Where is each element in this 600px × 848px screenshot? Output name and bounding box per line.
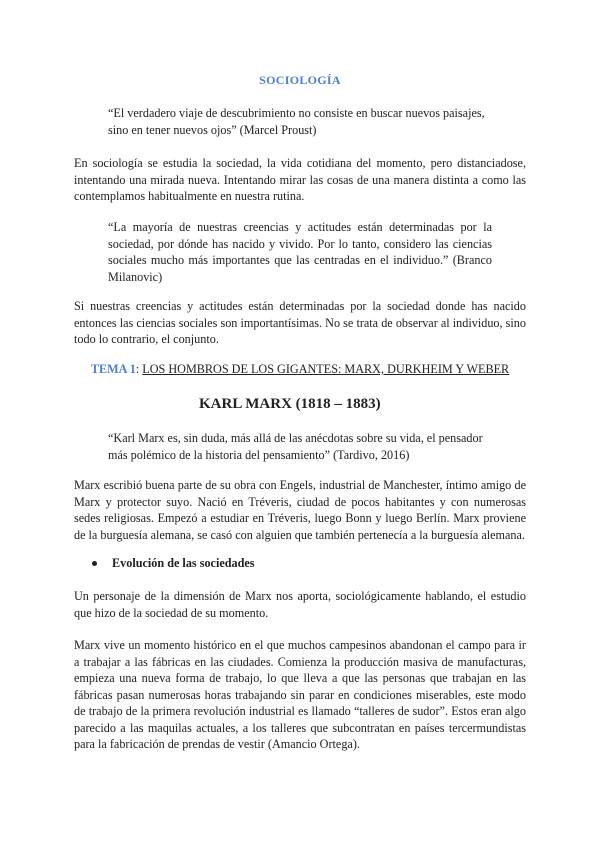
- paragraph-biografia: Marx escribió buena parte de su obra con Engels, industrial de Manchester, íntimo amigo de Marx y protector suyo. Nació en Tréveris, ciudad de pocos habitantes y con numerosas sedes religiosas. Empezó a estudiar en Tréveris, luego Bonn y luego Berlín. Marx proviene de la burguesía alemana, se casó con alguien que también pertenecía a la burguesía alemana.: [74, 478, 526, 542]
- bullet-label: Evolución de las sociedades: [112, 556, 255, 570]
- quote-proust: “El verdadero viaje de descubrimiento no consiste en buscar nuevos paisajes, sino en tener nuevos ojos” (Marcel Proust): [108, 106, 485, 137]
- bullet-evolucion: [92, 556, 255, 571]
- tema-separator: :: [135, 362, 143, 376]
- paragraph-dimension: Un personaje de la dimensión de Marx nos aporta, sociológicamente hablando, el estudio que hizo de la sociedad de su momento.: [74, 589, 526, 620]
- quote-milanovic: “La mayoría de nuestras creencias y actitudes están determinadas por la sociedad, por dónde has nacido y vivido. Por lo tanto, considero las ciencias sociales mucho más importantes que las centradas en el individuo.” (Branco Milanovic): [108, 220, 492, 284]
- tema-title: LOS HOMBROS DE LOS GIGANTES: MARX, DURKHEIM Y WEBER: [142, 362, 510, 376]
- quote-tardivo: “Karl Marx es, sin duda, más allá de las anécdotas sobre su vida, el pensador más polémico de la historia del pensamiento” (Tardivo, 2016): [108, 431, 483, 462]
- paragraph-creencias: Si nuestras creencias y actitudes están determinadas por la sociedad donde has nacido entonces las ciencias sociales son importantísimas. No se trata de observar al individuo, sino todo lo contrario, el conjunto.: [74, 299, 526, 346]
- tema-label: TEMA 1: [90, 362, 136, 376]
- paragraph-revolucion: Marx vive un momento histórico en el que muchos campesinos abandonan el campo para ir a trabajar a las fábricas en las ciudades. Comienza la producción masiva de manufacturas, empieza una nueva forma de trabajo, lo que lleva a que las personas que trabajan en las fábricas pasan numerosas horas trabajando sin parar en condiciones miserables, este modo de trabajo de la primera revolución industrial es llamado “talleres de sudor”. Estos eran algo parecido a las maquilas actuales, a los talleres que subcontratan en países tercermundistas para la fabricación de prendas de vestir (Amancio Ortega).: [74, 638, 526, 751]
- bullet-dot-icon: [92, 561, 97, 566]
- paragraph-intro: En sociología se estudia la sociedad, la vida cotidiana del momento, pero distanciadose, intentando una mirada nueva. Intentando mirar las cosas de una manera distinta a como las contemplamos habitualmente en nuestra rutina.: [74, 156, 526, 203]
- heading-karl-marx: KARL MARX (1818 – 1883): [199, 396, 381, 412]
- section-heading-tema1: [0, 362, 600, 377]
- page-title: SOCIOLOGÍA: [259, 73, 341, 87]
